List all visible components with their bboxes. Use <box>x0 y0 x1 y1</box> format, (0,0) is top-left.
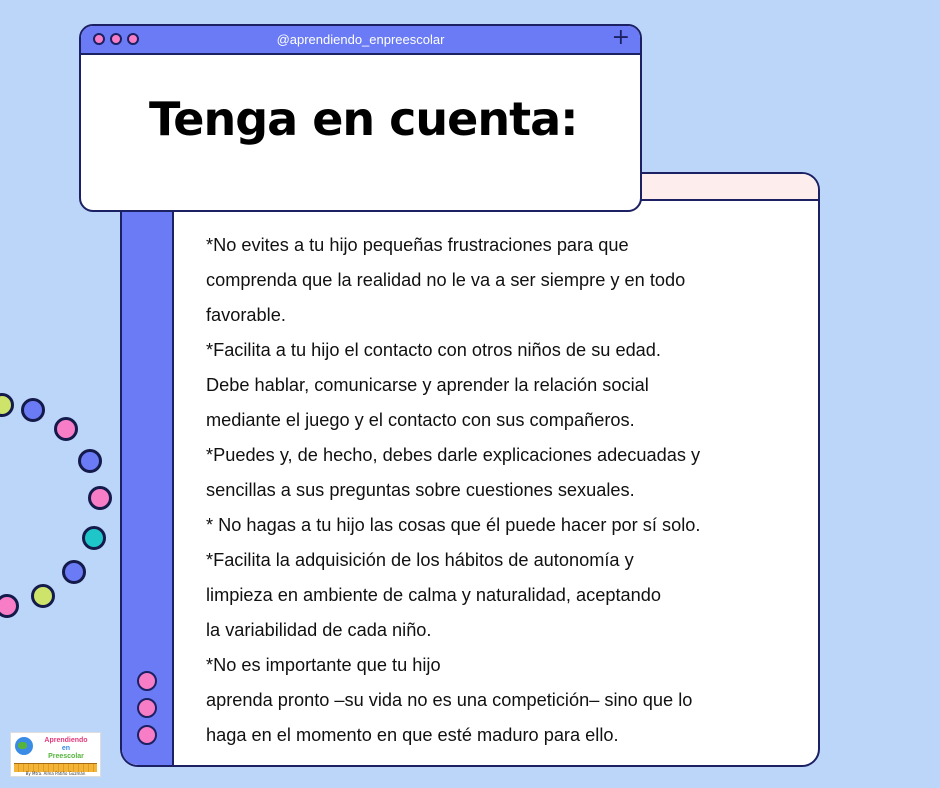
sidebar-dot-icon <box>137 671 157 691</box>
decorative-dot-icon <box>82 526 106 550</box>
advice-line: *Puedes y, de hecho, debes darle explicaciones adecuadas y <box>206 445 701 465</box>
advice-line: favorable. <box>206 305 286 325</box>
decorative-dot-icon <box>54 417 78 441</box>
advice-line: sencillas a sus preguntas sobre cuestiones sexuales. <box>206 480 635 500</box>
decorative-dot-icon <box>62 560 86 584</box>
brand-logo <box>10 732 101 777</box>
logo-text <box>35 737 97 761</box>
advice-line: limpieza en ambiente de calma y naturalidad, aceptando <box>206 585 661 605</box>
decorative-dot-icon <box>21 398 45 422</box>
sidebar-dot-icon <box>137 698 157 718</box>
advice-line: aprenda pronto –su vida no es una competición– sino que lo <box>206 690 693 710</box>
sidebar-dot-icon <box>137 725 157 745</box>
advice-text <box>206 228 806 753</box>
advice-line: mediante el juego y el contacto con sus compañeros. <box>206 410 635 430</box>
advice-line: haga en el momento en que esté maduro para ello. <box>206 725 619 745</box>
advice-line: *No evites a tu hijo pequeñas frustraciones para que <box>206 235 629 255</box>
title-window <box>79 24 642 212</box>
page-title: Tenga en cuenta: <box>149 92 578 146</box>
title-window-titlebar <box>81 26 640 55</box>
logo-text-line: Preescolar <box>48 753 84 760</box>
logo-text-line: Aprendiendo <box>44 737 88 744</box>
advice-line: comprenda que la realidad no le va a ser siempre y en todo <box>206 270 686 290</box>
decorative-dot-icon <box>0 393 14 417</box>
content-window-sidebar <box>122 174 174 765</box>
decorative-dot-icon <box>88 486 112 510</box>
logo-text-line: en <box>61 745 71 752</box>
globe-icon <box>15 737 33 755</box>
advice-line: la variabilidad de cada niño. <box>206 620 432 640</box>
advice-line: *Facilita a tu hijo el contacto con otros niños de su edad. <box>206 340 661 360</box>
decorative-dot-icon <box>31 584 55 608</box>
advice-line: Debe hablar, comunicarse y aprender la relación social <box>206 375 649 395</box>
content-window <box>120 172 820 767</box>
account-handle: @aprendiendo_enpreescolar <box>276 32 445 47</box>
decorative-dot-icon <box>0 594 19 618</box>
advice-line: * No hagas a tu hijo las cosas que él puede hacer por sí solo. <box>206 515 701 535</box>
logo-credit: By Mtra. Alma Patiño Guzmán <box>25 771 86 776</box>
decorative-dot-icon <box>78 449 102 473</box>
advice-line: *Facilita la adquisición de los hábitos de autonomía y <box>206 550 634 570</box>
advice-line: *No es importante que tu hijo <box>206 655 441 675</box>
plus-icon[interactable]: + <box>611 25 630 50</box>
